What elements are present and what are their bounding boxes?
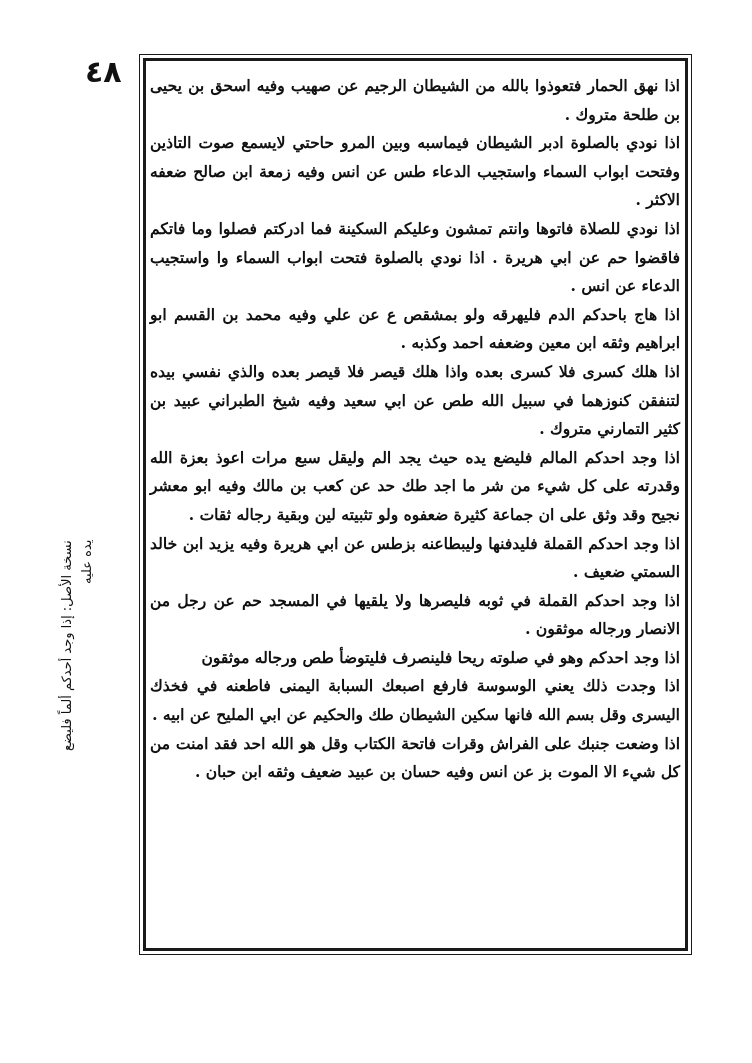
page-number: ٤٨	[85, 55, 122, 90]
hadith-entry: اذا نودي للصلاة فاتوها وانتم تمشون وعليكم السكينة فما ادركتم فصلوا وما فاتكم فاقضوا حم عن ابي هريرة . اذا نودي بالصلوة فتحت ابواب السماء وا واستجيب الدعاء عن انس .	[150, 218, 680, 296]
hadith-entry: اذا هلك كسرى فلا كسرى بعده واذا هلك قيصر فلا قيصر بعده والذي نفسي بيده لتنفقن كنوزهما في سبيل الله طص عن ابي سعيد وفيه شيخ الطبراني عبيد بن كثير التمارني متروك .	[150, 361, 680, 439]
hadith-entry: اذا وجد احدكم وهو في صلوته ريحا فلينصرف فليتوضأ طص ورجاله موثقون	[201, 647, 680, 667]
hadith-entry: اذا وضعت جنبك على الفراش وقرات فاتحة الكتاب وقل هو الله احد فقد امنت من كل شيء الا الموت بز عن انس وفيه حسان بن عبيد ضعيف وثقه ابن حبان .	[150, 733, 680, 782]
hadith-entry: اذا وجدت ذلك يعني الوسوسة فارفع اصبعك السبابة اليمنى فاطعنه في فخذك اليسرى وقل بسم الله فانها سكين الشيطان طك والحكيم عن ابي المليح عن ابيه .	[150, 676, 680, 725]
hadith-text-block	[150, 72, 680, 787]
hadith-entry: اذا هاج باحدكم الدم فليهرقه ولو بمشقص ع عن علي وفيه محمد بن القسم ابو ابراهيم وثقه ابن معين وضعفه احمد وكذبه .	[150, 304, 680, 353]
hadith-entry: اذا نهق الحمار فتعوذوا بالله من الشيطان الرجيم عن صهيب وفيه اسحق بن يحيى بن طلحة متروك .	[150, 76, 680, 124]
hadith-entry: اذا وجد احدكم القملة فليدفنها وليبطاعنه بزطس عن ابي هريرة وفيه يزيد ابن خالد السمتي ضعيف .	[150, 533, 680, 582]
hadith-entry: اذا نودي بالصلوة ادبر الشيطان فيماسبه وبين المرو حاحتي لايسمع صوت التاذين وفتحت ابواب السماء واستجيب الدعاء طس عن انس وفيه زمعة ابن صالح ضعفه الاكثر .	[150, 133, 680, 210]
hadith-entry: اذا وجد احدكم المالم فليضع يده حيث يجد الم وليقل سبع مرات اعوذ بعزة الله وقدرته على كل شيء من شر ما اجد طك حد عن كعب بن مالك وفيه ابو معشر نجيح وقد وثق على ان جماعة كثيرة ضعفوه ولو تثبيته لين وبقية رجاله ثقات .	[150, 447, 680, 524]
margin-note: نسخة الأصل: إذا وجد أحدكم ألماً فليضع يده عليه	[60, 540, 95, 751]
hadith-entry: اذا وجد احدكم القملة في ثوبه فليصرها ولا يلقيها في المسجد حم عن رجل من الانصار ورجاله موثقون .	[150, 590, 680, 639]
